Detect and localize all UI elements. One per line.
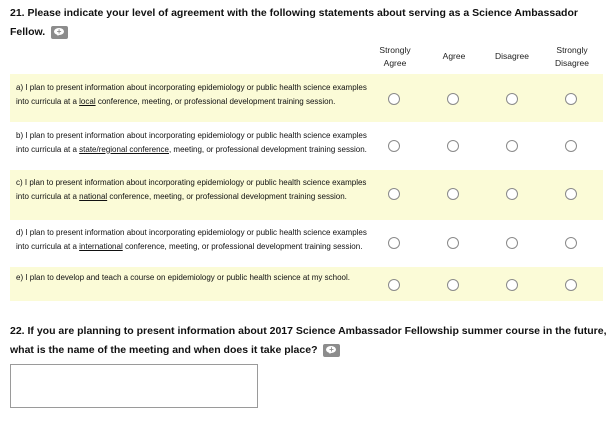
row-e-agree-radio[interactable]: [447, 279, 459, 291]
row-b-strongly-disagree-radio[interactable]: [565, 140, 577, 152]
row-b-disagree-radio[interactable]: [506, 140, 518, 152]
row-c-disagree-radio[interactable]: [506, 188, 518, 200]
comment-add-icon[interactable]: +: [51, 26, 68, 39]
row-c-agree-radio[interactable]: [447, 188, 459, 200]
question-22-text: 22. If you are planning to present information about 2017 Science Ambassador Fellowship summer course in the future, what is the name of the meeting and when does it take place?: [10, 325, 607, 356]
matrix-row-a: [10, 74, 603, 122]
row-d-agree-radio[interactable]: [447, 237, 459, 249]
row-e-label: e) I plan to develop and teach a course on epidemiology or public health science at my school.: [16, 273, 350, 282]
agreement-matrix: [10, 44, 603, 301]
column-header-strongly-agree: Strongly Agree: [379, 45, 411, 68]
question-21-text: 21. Please indicate your level of agreement with the following statements about serving as a Science Ambassador Fellow.: [10, 7, 578, 38]
column-header-strongly-disagree: Strongly Disagree: [554, 45, 590, 68]
row-c-label: c) I plan to present information about incorporating epidemiology or public health science examples into curricula at a national conference, meeting, or professional development training session.: [16, 178, 367, 201]
row-a-label: a) I plan to present information about incorporating epidemiology or public health science examples into curricula at a local conference, meeting, or professional development training session.: [16, 83, 367, 106]
matrix-row-c: [10, 170, 603, 220]
question-21-title: [10, 4, 605, 42]
row-b-strongly-agree-radio[interactable]: [388, 140, 400, 152]
row-c-strongly-disagree-radio[interactable]: [565, 188, 577, 200]
row-d-disagree-radio[interactable]: [506, 237, 518, 249]
row-d-strongly-disagree-radio[interactable]: [565, 237, 577, 249]
matrix-row-b: [10, 122, 603, 170]
row-a-strongly-agree-radio[interactable]: [388, 93, 400, 105]
matrix-row-d: [10, 220, 603, 267]
row-d-strongly-agree-radio[interactable]: [388, 237, 400, 249]
row-c-strongly-agree-radio[interactable]: [388, 188, 400, 200]
column-header-agree: Agree: [442, 51, 466, 61]
comment-add-icon[interactable]: +: [323, 344, 340, 357]
question-22-title: [10, 322, 610, 360]
row-e-strongly-disagree-radio[interactable]: [565, 279, 577, 291]
row-e-disagree-radio[interactable]: [506, 279, 518, 291]
matrix-header: [10, 44, 603, 74]
row-a-disagree-radio[interactable]: [506, 93, 518, 105]
row-b-agree-radio[interactable]: [447, 140, 459, 152]
question-22-answer-textarea[interactable]: [10, 364, 258, 408]
row-a-agree-radio[interactable]: [447, 93, 459, 105]
column-header-disagree: Disagree: [494, 51, 530, 61]
row-e-strongly-agree-radio[interactable]: [388, 279, 400, 291]
row-a-strongly-disagree-radio[interactable]: [565, 93, 577, 105]
row-d-label: d) I plan to present information about incorporating epidemiology or public health science examples into curricula at a international conference, meeting, or professional development training session.: [16, 228, 367, 251]
row-b-label: b) I plan to present information about incorporating epidemiology or public health science examples into curricula at a state/regional conference, meeting, or professional development training session.: [16, 131, 367, 154]
matrix-row-e: [10, 267, 603, 301]
